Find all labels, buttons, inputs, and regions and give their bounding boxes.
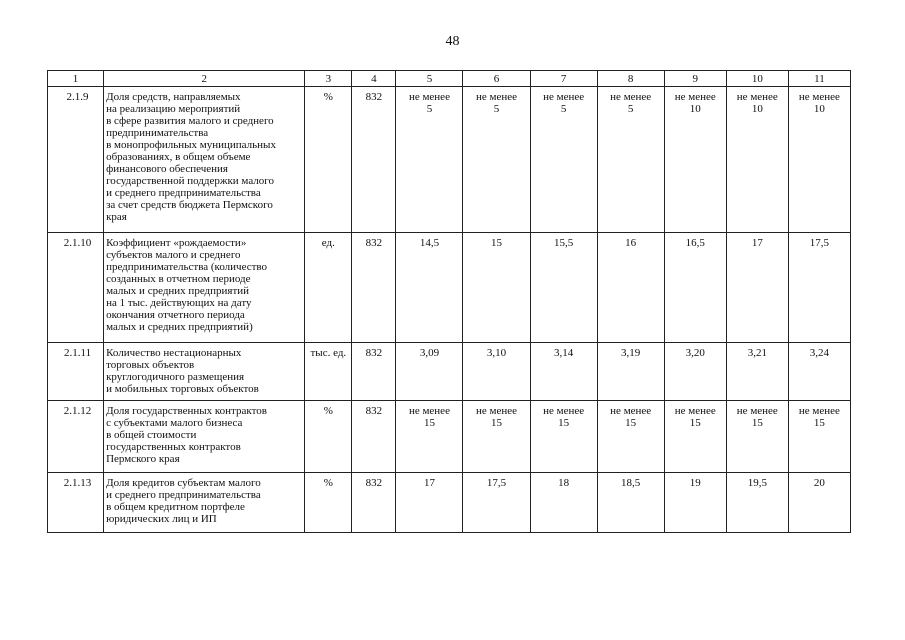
value-cell: 3,10 <box>463 343 530 401</box>
indicator-name: Коэффициент «рождаемости» субъектов малого и среднего предпринимательства (количество созданных в отчетном периоде малых и средних предприятий на 1 тыс. действующих на дату окончания отчетного периода малых и средних предприятий) <box>104 233 305 343</box>
col-header-11: 11 <box>788 71 850 87</box>
unit-cell: % <box>305 401 352 473</box>
indicators-table <box>47 70 851 533</box>
value-cell: не менее 15 <box>788 401 850 473</box>
value-cell: не менее 10 <box>788 87 850 233</box>
page-number: 48 <box>445 34 460 49</box>
value-cell: 15 <box>463 233 530 343</box>
col-header-10: 10 <box>726 71 788 87</box>
value-cell: 18 <box>530 473 597 533</box>
value-cell: не менее 15 <box>726 401 788 473</box>
value-cell: 3,14 <box>530 343 597 401</box>
value-cell: 3,20 <box>664 343 726 401</box>
value-cell: 3,09 <box>396 343 463 401</box>
value-cell: не менее 5 <box>463 87 530 233</box>
value-cell: 16 <box>597 233 664 343</box>
col-header-7: 7 <box>530 71 597 87</box>
col-header-6: 6 <box>463 71 530 87</box>
col-header-4: 4 <box>352 71 396 87</box>
value-cell: 17,5 <box>788 233 850 343</box>
value-cell: 16,5 <box>664 233 726 343</box>
value-cell: не менее 5 <box>396 87 463 233</box>
value-cell: 14,5 <box>396 233 463 343</box>
table-row <box>48 401 851 473</box>
indicator-name: Доля средств, направляемых на реализацию мероприятий в сфере развития малого и среднего предпринимательства в монопрофильных муниципальных образованиях, в общем объеме финансового обеспечения государственной поддержки малого и среднего предпринимательства за счет средств бюджета Пермского края <box>104 87 305 233</box>
indicator-name: Количество нестационарных торговых объектов круглогодичного размещения и мобильных торговых объектов <box>104 343 305 401</box>
value-cell: не менее 15 <box>396 401 463 473</box>
value-cell: не менее 10 <box>726 87 788 233</box>
col-header-3: 3 <box>305 71 352 87</box>
table-row <box>48 473 851 533</box>
code-cell: 832 <box>352 233 396 343</box>
code-cell: 832 <box>352 401 396 473</box>
col-header-1: 1 <box>48 71 104 87</box>
value-cell: 3,24 <box>788 343 850 401</box>
value-cell: не менее 15 <box>597 401 664 473</box>
row-number: 2.1.12 <box>48 401 104 473</box>
value-cell: не менее 15 <box>463 401 530 473</box>
header-row <box>48 71 851 87</box>
value-cell: 19 <box>664 473 726 533</box>
value-cell: 18,5 <box>597 473 664 533</box>
col-header-5: 5 <box>396 71 463 87</box>
col-header-2: 2 <box>104 71 305 87</box>
value-cell: 20 <box>788 473 850 533</box>
unit-cell: тыс. ед. <box>305 343 352 401</box>
col-header-9: 9 <box>664 71 726 87</box>
value-cell: 19,5 <box>726 473 788 533</box>
table-row <box>48 233 851 343</box>
indicator-name: Доля кредитов субъектам малого и среднего предпринимательства в общем кредитном портфеле юридических лиц и ИП <box>104 473 305 533</box>
row-number: 2.1.11 <box>48 343 104 401</box>
value-cell: 3,19 <box>597 343 664 401</box>
table-row <box>48 343 851 401</box>
table-row <box>48 87 851 233</box>
value-cell: 15,5 <box>530 233 597 343</box>
value-cell: 17 <box>396 473 463 533</box>
indicator-name: Доля государственных контрактов с субъектами малого бизнеса в общей стоимости государственных контрактов Пермского края <box>104 401 305 473</box>
value-cell: 3,21 <box>726 343 788 401</box>
code-cell: 832 <box>352 343 396 401</box>
code-cell: 832 <box>352 473 396 533</box>
value-cell: 17 <box>726 233 788 343</box>
code-cell: 832 <box>352 87 396 233</box>
row-number: 2.1.10 <box>48 233 104 343</box>
value-cell: 17,5 <box>463 473 530 533</box>
value-cell: не менее 15 <box>530 401 597 473</box>
row-number: 2.1.13 <box>48 473 104 533</box>
unit-cell: % <box>305 87 352 233</box>
value-cell: не менее 10 <box>664 87 726 233</box>
value-cell: не менее 15 <box>664 401 726 473</box>
unit-cell: % <box>305 473 352 533</box>
row-number: 2.1.9 <box>48 87 104 233</box>
unit-cell: ед. <box>305 233 352 343</box>
value-cell: не менее 5 <box>597 87 664 233</box>
value-cell: не менее 5 <box>530 87 597 233</box>
col-header-8: 8 <box>597 71 664 87</box>
